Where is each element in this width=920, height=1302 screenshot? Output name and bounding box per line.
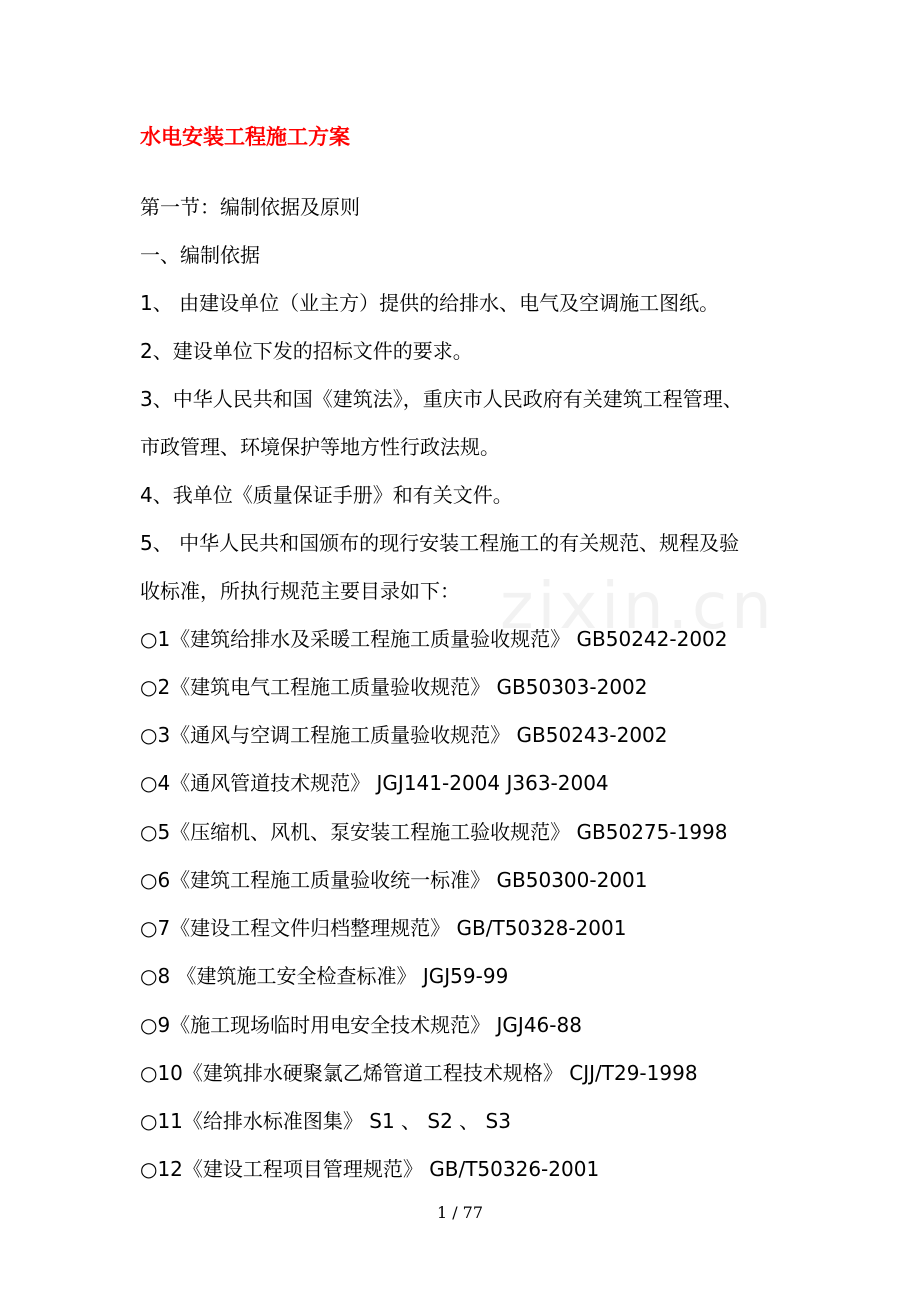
standard-item: ○7《建设工程文件归档整理规范》 GB/T50328-2001 bbox=[140, 916, 627, 940]
standard-item: ○11《给排水标准图集》 S1 、 S2 、 S3 bbox=[140, 1109, 511, 1133]
standard-item: ○12《建设工程项目管理规范》 GB/T50326-2001 bbox=[140, 1157, 600, 1181]
document-title: 水电安装工程施工方案 bbox=[140, 125, 350, 149]
basis-item: 5、 中华人民共和国颁布的现行安装工程施工的有关规范、规程及验 bbox=[140, 531, 740, 555]
basis-item-continuation: 市政管理、环境保护等地方性行政法规。 bbox=[140, 435, 500, 459]
standard-item: ○6《建筑工程施工质量验收统一标准》 GB50300-2001 bbox=[140, 868, 648, 892]
standard-item: ○2《建筑电气工程施工质量验收规范》 GB50303-2002 bbox=[140, 675, 648, 699]
standard-item: ○5《压缩机、风机、泵安装工程施工验收规范》 GB50275-1998 bbox=[140, 820, 728, 844]
subsection-heading: 一、编制依据 bbox=[140, 243, 260, 267]
section-heading: 第一节：编制依据及原则 bbox=[140, 195, 360, 219]
page-indicator: 1 / 77 bbox=[436, 1203, 484, 1222]
basis-item: 1、 由建设单位（业主方）提供的给排水、电气及空调施工图纸。 bbox=[140, 291, 720, 315]
standard-item: ○9《施工现场临时用电安全技术规范》 JGJ46-88 bbox=[140, 1013, 582, 1037]
standard-item: ○8 《建筑施工安全检查标准》 JGJ59-99 bbox=[140, 964, 509, 988]
watermark: zixin.cn bbox=[500, 570, 776, 644]
basis-item-continuation: 收标准，所执行规范主要目录如下： bbox=[140, 579, 460, 603]
basis-item: 3、中华人民共和国《建筑法》，重庆市人民政府有关建筑工程管理、 bbox=[140, 387, 743, 411]
standard-item: ○1《建筑给排水及采暖工程施工质量验收规范》 GB50242-2002 bbox=[140, 627, 728, 651]
basis-item: 4、我单位《质量保证手册》和有关文件。 bbox=[140, 483, 513, 507]
standard-item: ○10《建筑排水硬聚氯乙烯管道工程技术规格》 CJJ/T29-1998 bbox=[140, 1061, 698, 1085]
basis-item: 2、建设单位下发的招标文件的要求。 bbox=[140, 339, 473, 363]
standard-item: ○4《通风管道技术规范》 JGJ141-2004 J363-2004 bbox=[140, 771, 609, 795]
standard-item: ○3《通风与空调工程施工质量验收规范》 GB50243-2002 bbox=[140, 723, 668, 747]
